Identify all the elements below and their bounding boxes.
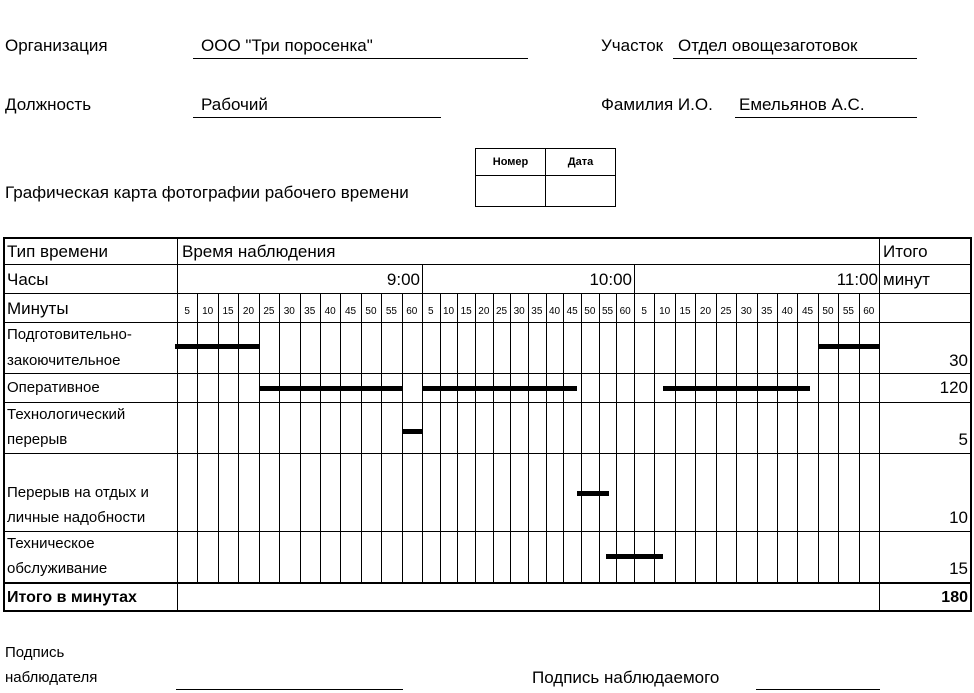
minute-gridline [859, 293, 860, 582]
row-total-operative: 120 [939, 378, 968, 397]
minute-tick-label: 45 [566, 306, 578, 317]
minute-tick-label: 50 [822, 306, 834, 317]
doc-number-date-box [475, 148, 616, 207]
grid-vline-total [879, 239, 880, 610]
minute-tick-label: 20 [478, 306, 490, 317]
observer-signature-label-2: наблюдателя [5, 669, 98, 686]
row-total-rest: 10 [949, 508, 968, 527]
observation-grid [3, 237, 972, 612]
minute-gridline [797, 293, 798, 582]
minute-tick-label: 35 [761, 306, 773, 317]
minute-tick-label: 55 [601, 306, 614, 317]
section-label: Участок [601, 36, 664, 55]
time-bar-segment [402, 429, 422, 434]
minute-tick-label: 25 [495, 306, 508, 317]
minute-tick-label: 25 [263, 306, 275, 317]
minute-gridline [218, 293, 219, 582]
minutes-label: Минуты [7, 299, 69, 318]
grid-hline [5, 322, 970, 323]
minute-gridline [320, 293, 321, 582]
time-bar-segment [606, 554, 663, 559]
time-bar-segment [818, 344, 879, 349]
minute-tick-label: 45 [801, 306, 814, 317]
time-bar-segment [175, 344, 259, 349]
minute-gridline [475, 293, 476, 582]
minute-tick-label: 10 [659, 306, 671, 317]
minute-gridline [757, 293, 758, 582]
minute-gridline [259, 293, 260, 582]
minute-gridline [818, 293, 819, 582]
time-bar-segment [663, 386, 810, 391]
row-label-rest-2: личные надобности [7, 509, 146, 526]
total-unit: минут [883, 270, 930, 289]
hour-9: 9:00 [386, 270, 420, 289]
minute-tick-label: 25 [720, 306, 732, 317]
minute-gridline [493, 293, 494, 582]
minute-gridline [675, 293, 676, 582]
observed-signature-label: Подпись наблюдаемого [532, 668, 720, 687]
row-total-tech-break: 5 [958, 430, 968, 449]
minute-gridline [402, 293, 403, 582]
grid-vline-type [177, 239, 178, 610]
minute-tick-label: 30 [740, 306, 752, 317]
hours-label: Часы [7, 270, 49, 289]
row-label-operative: Оперативное [7, 379, 100, 396]
grid-hline [5, 373, 970, 374]
page-title: Графическая карта фотографии рабочего времени [5, 183, 409, 202]
name-underline [735, 117, 917, 118]
minute-tick-label: 10 [202, 306, 214, 317]
minute-gridline [440, 293, 441, 582]
row-label-tech-break-1: Технологический [7, 406, 126, 423]
minute-tick-label: 60 [619, 306, 631, 317]
grand-total-value: 180 [941, 589, 968, 606]
hour-11: 11:00 [836, 270, 878, 289]
grid-hline-total [5, 582, 970, 584]
minute-tick-label: 10 [442, 306, 455, 317]
row-label-maint-2: обслуживание [7, 560, 108, 577]
time-bar-segment [422, 386, 577, 391]
minute-gridline [238, 293, 239, 582]
minute-tick-label: 35 [531, 306, 543, 317]
row-label-prep-2: закоючительное [7, 352, 121, 369]
name-label: Фамилия И.О. [601, 95, 713, 114]
minute-gridline [736, 293, 737, 582]
minute-tick-label: 15 [460, 306, 472, 317]
org-underline [193, 58, 528, 59]
minute-tick-label: 20 [242, 306, 255, 317]
minute-gridline [695, 293, 696, 582]
minute-gridline [381, 293, 382, 582]
grid-hline [5, 453, 970, 454]
position-value[interactable]: Рабочий [201, 95, 268, 114]
minute-tick-label: 15 [222, 306, 234, 317]
time-bar-segment [259, 386, 402, 391]
row-label-maint-1: Техническое [7, 535, 95, 552]
minute-gridline [599, 293, 600, 582]
minute-gridline [457, 293, 458, 582]
minute-tick-label: 60 [863, 306, 875, 317]
minute-tick-label: 40 [781, 306, 793, 317]
minute-tick-label: 40 [324, 306, 336, 317]
minute-tick-label: 35 [304, 306, 316, 317]
minute-gridline [361, 293, 362, 582]
minute-tick-label: 5 [428, 306, 434, 317]
grid-hline [5, 531, 970, 532]
minute-gridline [838, 293, 839, 582]
position-label: Должность [5, 95, 92, 114]
minute-tick-label: 20 [699, 306, 712, 317]
hour-10: 10:00 [589, 270, 632, 289]
grid-hline [5, 402, 970, 403]
row-total-prep: 30 [949, 351, 968, 370]
minute-tick-label: 30 [513, 306, 525, 317]
minute-tick-label: 5 [641, 306, 647, 317]
row-label-rest-1: Перерыв на отдых и [7, 484, 149, 501]
observation-header: Время наблюдения [182, 242, 336, 261]
minute-tick-label: 50 [584, 306, 596, 317]
minute-gridline [546, 293, 547, 582]
minute-gridline [654, 293, 655, 582]
number-header: Номер [476, 149, 546, 176]
org-value[interactable]: ООО "Три поросенка" [201, 36, 373, 55]
minute-gridline [340, 293, 341, 582]
time-bar-segment [577, 491, 609, 496]
minute-gridline [616, 293, 617, 582]
grand-total-label: Итого в минутах [7, 589, 137, 606]
minute-gridline [197, 293, 198, 582]
minute-tick-label: 15 [679, 306, 691, 317]
name-value[interactable]: Емельянов А.С. [739, 95, 865, 114]
observer-signature-label-1: Подпись [5, 644, 65, 661]
grid-hline [5, 293, 970, 294]
number-field[interactable] [476, 176, 546, 207]
minute-gridline [777, 293, 778, 582]
position-underline [193, 117, 441, 118]
minute-tick-label: 30 [283, 306, 295, 317]
minute-tick-label: 55 [385, 306, 397, 317]
minute-tick-label: 5 [184, 306, 190, 317]
observed-signature-line[interactable] [756, 689, 880, 690]
minute-gridline [716, 293, 717, 582]
minute-gridline [528, 293, 529, 582]
section-value[interactable]: Отдел овощезаготовок [678, 36, 858, 55]
row-label-prep-1: Подготовительно- [7, 326, 132, 343]
minute-tick-label: 45 [344, 306, 357, 317]
minute-gridline [563, 293, 564, 582]
section-underline [673, 58, 917, 59]
type-header: Тип времени [7, 242, 109, 261]
minute-gridline [300, 293, 301, 582]
observer-signature-line[interactable] [176, 689, 403, 690]
minute-tick-label: 60 [406, 306, 418, 317]
row-total-maint: 15 [949, 559, 968, 578]
row-label-tech-break-2: перерыв [7, 431, 68, 448]
minute-tick-label: 40 [548, 306, 561, 317]
total-header: Итого [883, 242, 928, 261]
minute-tick-label: 55 [842, 306, 854, 317]
date-field[interactable] [546, 176, 616, 207]
minute-gridline [581, 293, 582, 582]
minute-gridline [510, 293, 511, 582]
grid-hline [5, 264, 970, 265]
minute-gridline [279, 293, 280, 582]
org-label: Организация [5, 36, 108, 55]
date-header: Дата [546, 149, 616, 176]
minute-tick-label: 50 [365, 306, 377, 317]
